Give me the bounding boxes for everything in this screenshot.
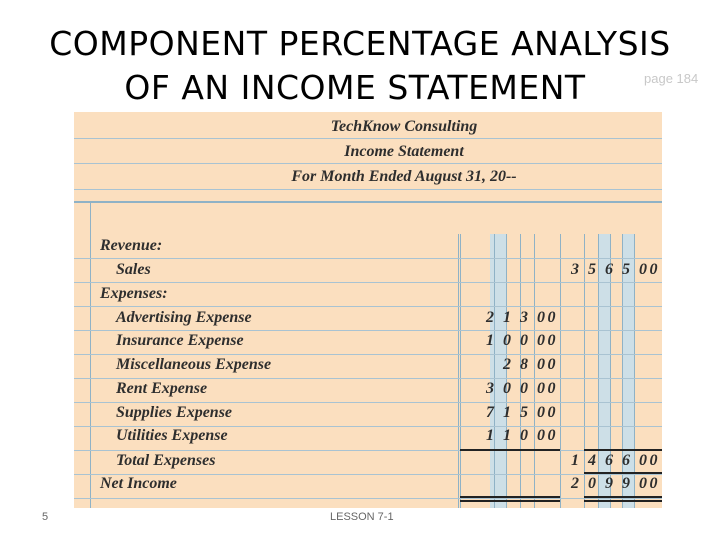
title-line-2: OF AN INCOME STATEMENT (124, 68, 586, 107)
row-rule (74, 330, 662, 331)
company-name: TechKnow Consulting (330, 118, 478, 135)
title-line-1: COMPONENT PERCENTAGE ANALYSIS (49, 24, 671, 63)
row-rule (74, 378, 662, 379)
amount-supplies-expense: 7 1 5 00 (486, 404, 558, 421)
slide-number: 5 (42, 511, 49, 523)
row-rule (74, 258, 662, 259)
margin-line (90, 203, 91, 508)
row-label-advertising-expense: Advertising Expense (116, 309, 252, 326)
double-underline (584, 496, 662, 498)
single-underline (584, 472, 662, 474)
double-underline (460, 496, 560, 498)
row-label-supplies-expense: Supplies Expense (116, 404, 233, 421)
amount-sales: 3 5 6 5 00 (571, 261, 660, 278)
row-label-utilities-expense: Utilities Expense (116, 427, 228, 444)
row-rule (74, 282, 662, 283)
column-line (494, 234, 495, 508)
row-rule (74, 354, 662, 355)
amount-utilities-expense: 1 1 0 00 (486, 427, 558, 444)
double-underline (460, 500, 560, 502)
double-underline (584, 500, 662, 502)
row-label-sales: Sales (116, 261, 151, 278)
column-line (458, 234, 459, 508)
amount-insurance-expense: 1 0 0 00 (486, 332, 558, 349)
row-label-revenue: Revenue: (100, 237, 163, 254)
single-underline (460, 449, 560, 451)
amount-net-income: 2 0 9 9 00 (571, 475, 660, 492)
page-reference: page 184 (644, 71, 699, 86)
row-rule (74, 402, 662, 403)
amount-rent-expense: 3 0 0 00 (486, 380, 558, 397)
amount-miscellaneous-expense: 2 8 00 (503, 356, 558, 373)
report-period: For Month Ended August 31, 20-- (291, 168, 517, 185)
row-rule (74, 306, 662, 307)
row-label-net-income: Net Income (100, 475, 177, 492)
row-rule (74, 498, 662, 499)
amount-advertising-expense: 2 1 3 00 (486, 309, 558, 326)
row-label-insurance-expense: Insurance Expense (116, 332, 244, 349)
income-statement-sheet (74, 112, 662, 508)
header-rule (74, 163, 662, 164)
lesson-label: LESSON 7-1 (330, 511, 394, 523)
column-line (460, 234, 461, 508)
header-rule (74, 138, 662, 139)
header-rule (74, 201, 662, 203)
report-name: Income Statement (344, 143, 464, 160)
slide-title (0, 22, 720, 110)
column-line (560, 234, 561, 508)
row-rule (74, 450, 662, 451)
header-rule (74, 189, 662, 190)
row-label-miscellaneous-expense: Miscellaneous Expense (116, 356, 272, 373)
row-label-expenses: Expenses: (100, 285, 168, 302)
row-label-total-expenses: Total Expenses (116, 452, 216, 469)
single-underline (584, 449, 662, 451)
row-label-rent-expense: Rent Expense (116, 380, 208, 397)
amount-total-expenses: 1 4 6 6 00 (571, 452, 660, 469)
